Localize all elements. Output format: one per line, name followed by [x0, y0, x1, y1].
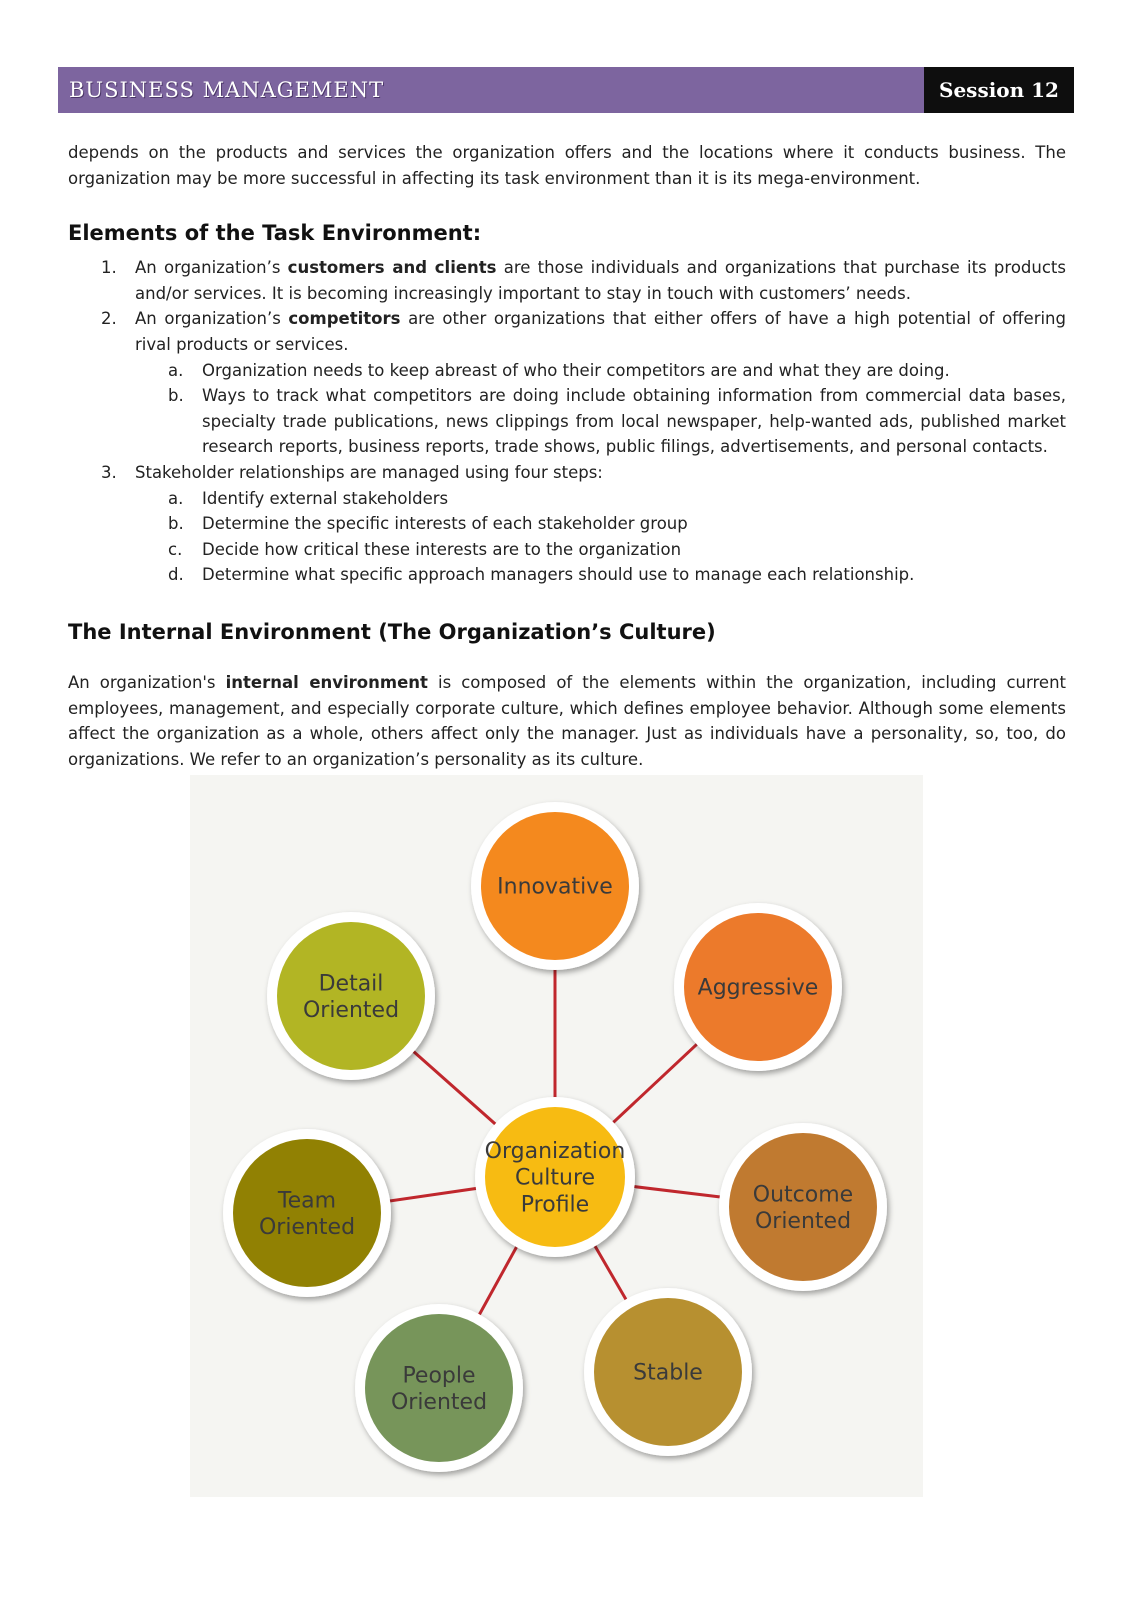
item-text: An organization’s: [135, 258, 288, 278]
sub-item-letter: b.: [168, 514, 184, 534]
internal-environment-heading: The Internal Environment (The Organization’s Culture): [68, 619, 716, 644]
item-text: are those individuals and organizations that purchase its products and/or services. It is becoming increasingly important to stay in touch with customers’ needs.: [135, 258, 1066, 303]
item-number: 1.: [101, 258, 117, 278]
item-text: are other organizations that either offers of have a high potential of offering rival products or services.: [135, 309, 1066, 354]
culture-node: [355, 1304, 523, 1472]
item-number: 2.: [101, 309, 117, 329]
intro-paragraph: depends on the products and services the organization offers and the locations where it conducts business. The organization may be more successful in affecting its task environment than it is its mega-environment.: [68, 143, 1066, 188]
sub-item-text: Ways to track what competitors are doing include obtaining information from commercial data bases, specialty trade publications, news clippings from local newspaper, help-wanted ads, published market research reports, business reports, trade shows, public filings, advertisements, and personal contacts.: [202, 386, 1066, 457]
sub-list-item: [168, 383, 1066, 460]
item-text: Stakeholder relationships are managed using four steps:: [135, 462, 603, 482]
culture-node: [223, 1129, 391, 1297]
culture-profile-diagram: [190, 775, 923, 1497]
culture-node: [471, 802, 639, 970]
page-content: [68, 140, 1066, 772]
node-label: Organization: [484, 1138, 626, 1164]
item-bold-term: customers and clients: [287, 258, 497, 278]
sub-list: [135, 358, 1066, 460]
task-environment-heading: Elements of the Task Environment:: [68, 221, 482, 246]
sub-item-letter: d.: [168, 565, 184, 585]
culture-node: [674, 903, 842, 1071]
culture-node: [267, 912, 435, 1080]
sub-list-item: [168, 537, 1066, 563]
sub-list: [135, 486, 1066, 588]
task-environment-list: [68, 255, 1066, 588]
internal-environment-paragraph: [68, 670, 1066, 772]
node-label: Profile: [520, 1192, 590, 1218]
sub-item-letter: b.: [168, 386, 184, 406]
sub-item-text: Organization needs to keep abreast of who their competitors are and what they are doing.: [202, 360, 950, 380]
sub-list-item: [168, 486, 1066, 512]
header-title: BUSINESS MANAGEMENT: [69, 78, 385, 102]
node-label: Oriented: [258, 1215, 356, 1241]
item-text: An organization’s: [135, 309, 289, 329]
node-label: Oriented: [390, 1390, 488, 1416]
page-header: [58, 67, 1074, 113]
paragraph-text: is composed of the elements within the organization, including current employees, management, and especially corporate culture, which defines employee behavior. Although some elements affect the organization as a whole, others affect only the manager. Just as individuals have a personality, so, too, do organizations. We refer to an organization’s personality as its culture.: [68, 672, 1067, 769]
item-bold-term: competitors: [288, 309, 401, 329]
node-label: Detail: [318, 971, 384, 997]
list-item: [101, 460, 1066, 588]
culture-node: [719, 1123, 887, 1291]
node-label: Oriented: [754, 1209, 852, 1235]
node-label: Innovative: [497, 874, 613, 900]
culture-node: [584, 1288, 752, 1456]
node-label: Team: [277, 1188, 337, 1214]
paragraph-bold-term: internal environment: [225, 672, 428, 692]
sub-list-item: [168, 511, 1066, 537]
sub-item-text: Determine what specific approach managers should use to manage each relationship.: [202, 565, 915, 585]
culture-center-node: [475, 1097, 635, 1257]
sub-item-letter: a.: [168, 360, 184, 380]
node-label: Culture: [514, 1165, 596, 1191]
list-item: [101, 306, 1066, 460]
sub-list-item: [168, 562, 1066, 588]
paragraph-text: An organization's: [68, 672, 226, 692]
sub-item-letter: a.: [168, 488, 184, 508]
node-label: Oriented: [302, 998, 400, 1024]
node-label: Stable: [633, 1360, 703, 1386]
sub-list-item: [168, 358, 1066, 384]
sub-item-text: Determine the specific interests of each stakeholder group: [202, 514, 688, 534]
node-label: People: [402, 1363, 476, 1389]
node-label: Aggressive: [697, 975, 819, 1001]
node-label: Outcome: [752, 1182, 854, 1208]
culture-profile-svg: [190, 775, 923, 1497]
sub-item-text: Decide how critical these interests are to the organization: [202, 539, 682, 559]
list-item: [101, 255, 1066, 306]
sub-item-text: Identify external stakeholders: [202, 488, 449, 508]
item-number: 3.: [101, 462, 117, 482]
sub-item-letter: c.: [168, 539, 183, 559]
session-label: Session 12: [924, 67, 1074, 113]
